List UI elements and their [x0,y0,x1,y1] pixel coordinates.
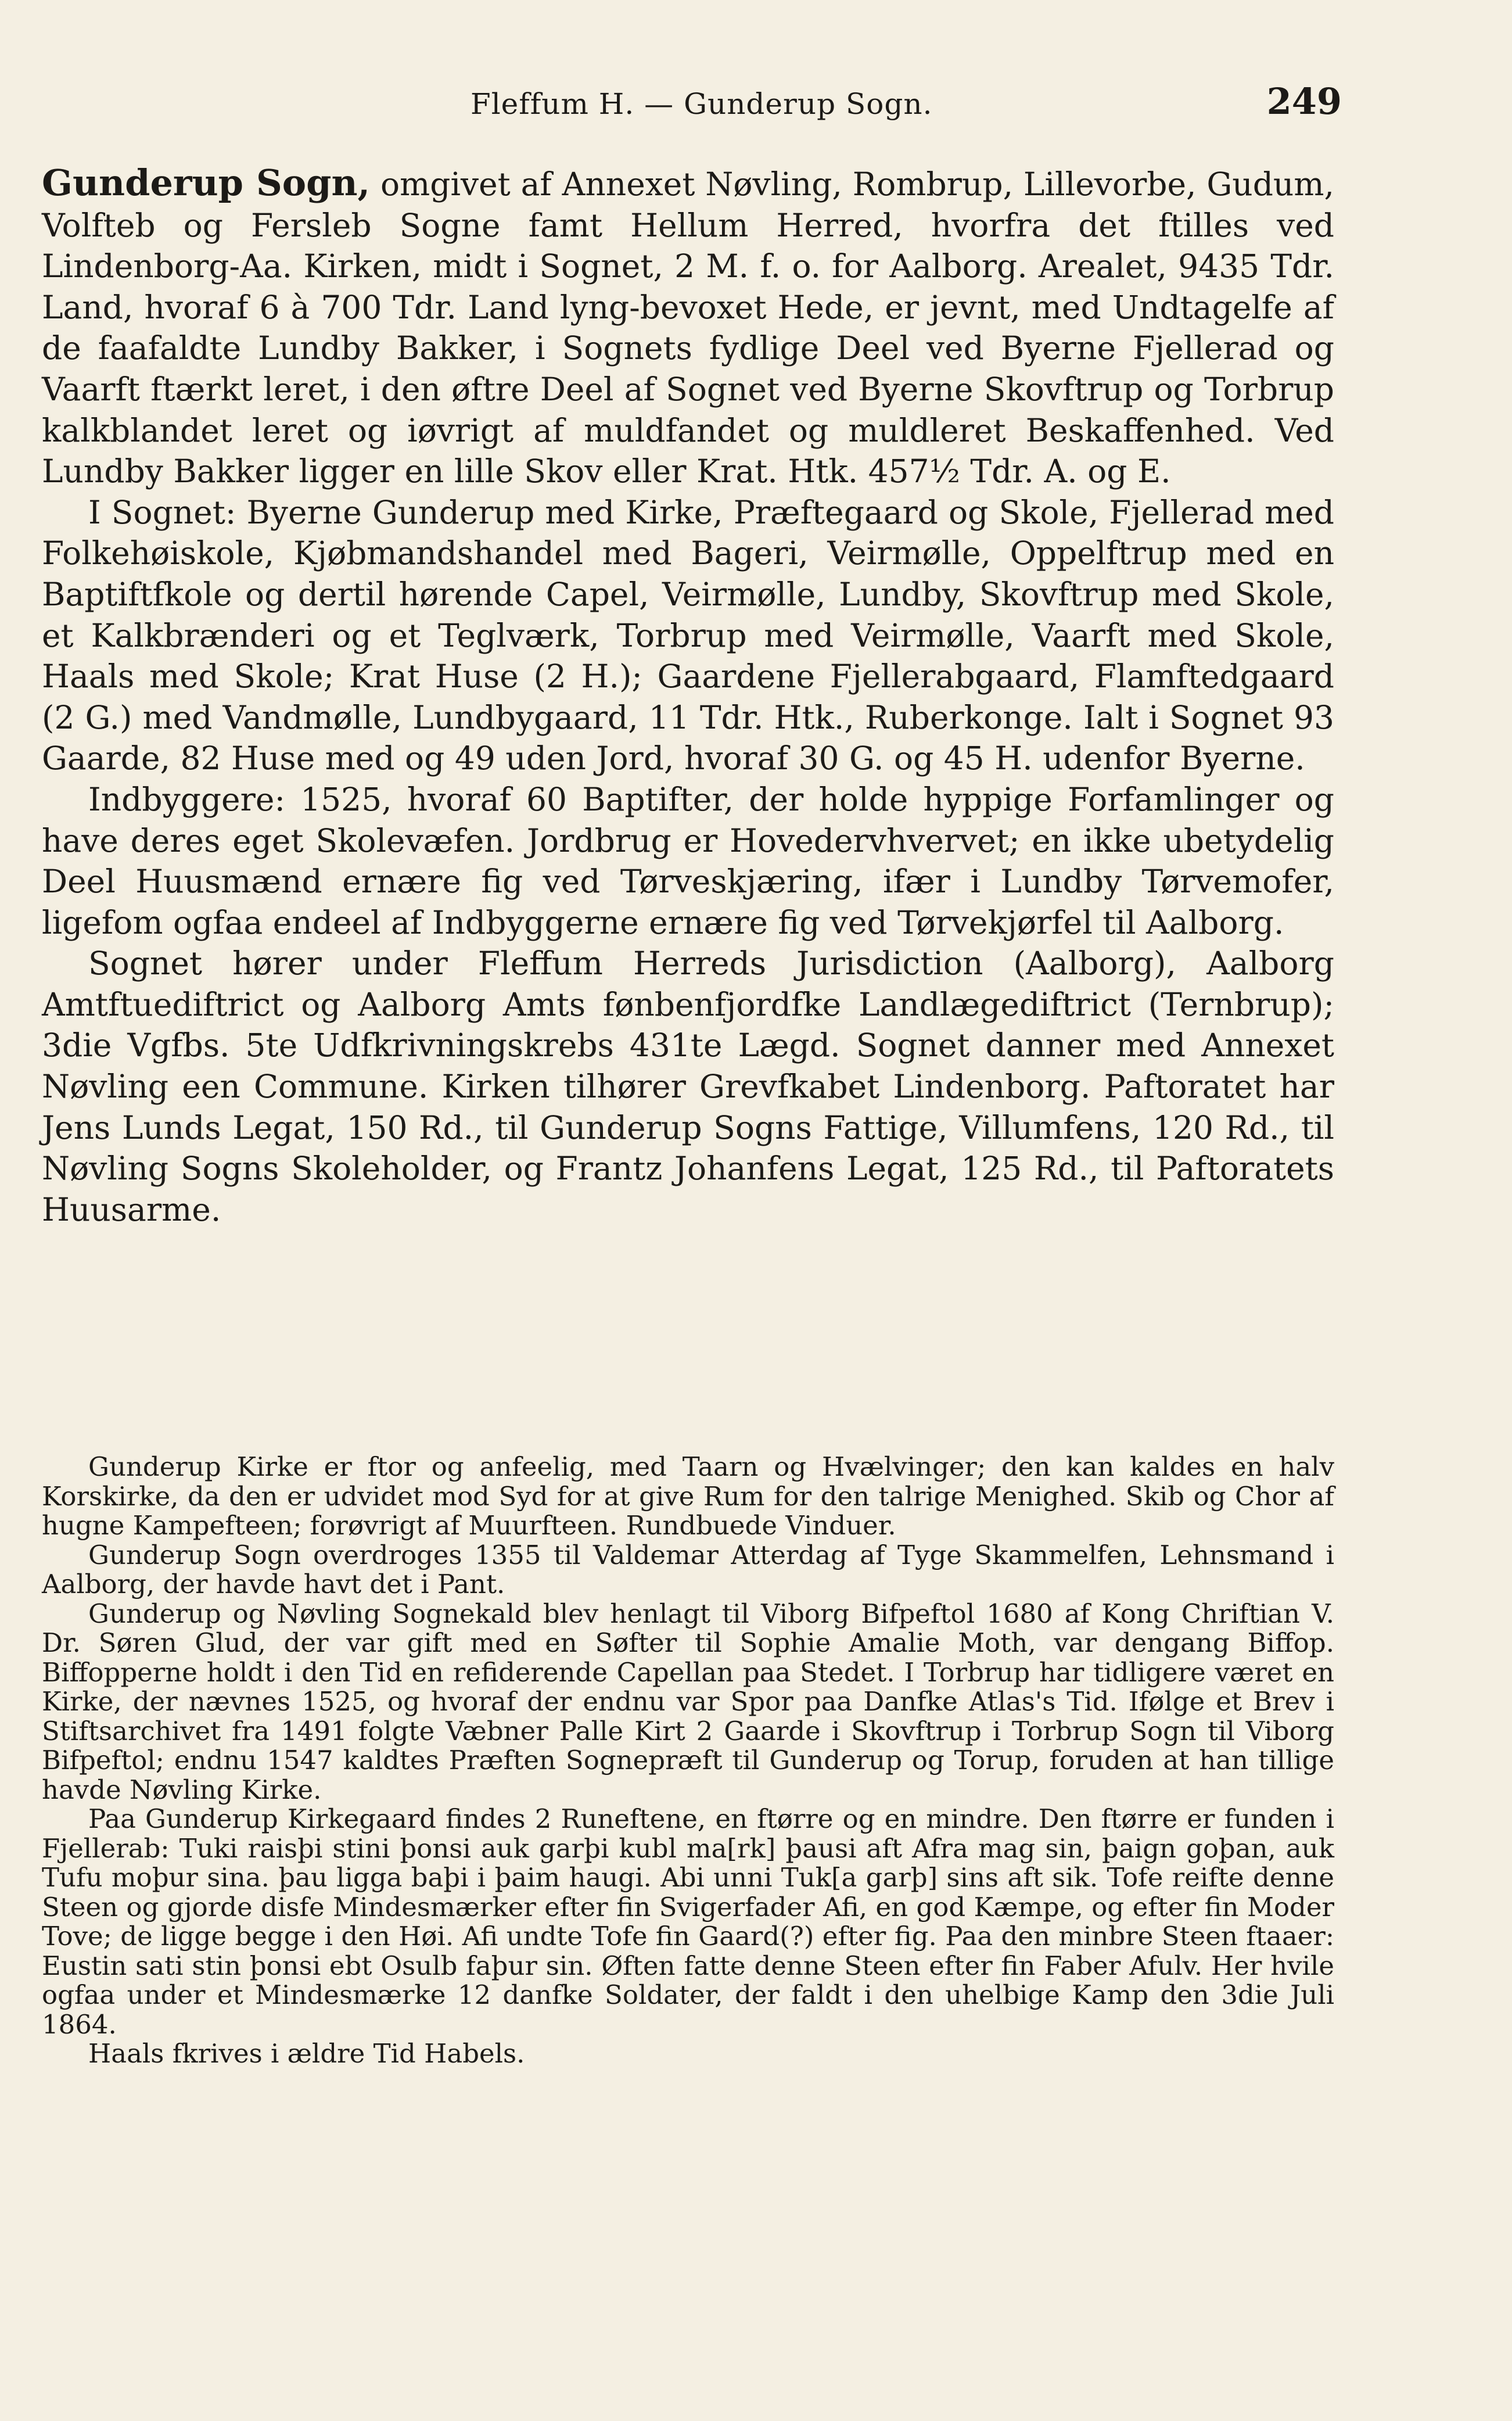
body-paragraph [42,779,1334,943]
body-paragraph [42,492,1334,779]
page-header [64,80,1342,123]
body-paragraph [42,163,1334,492]
note-paragraph: Paa Gunderup Kirkegaard findes 2 Runeftene, en ftørre og en mindre. Den ftørre er funden i Fjellerab: Tuki raisþi stini þonsi auk garþi kubl ma[rk] þausi aft Afra mag sin, þaign goþan, auk Tufu moþur sina. þau ligga baþi i þaim haugi. Abi unni Tuk[a garþ] sins aft sik. Tofe reifte denne Steen og gjorde disfe Mindesmærker efter fin Svigerfader Afi, en god Kæmpe, og efter fin Moder Tove; de ligge begge i den Høi. Afi undte Tofe fin Gaard(?) efter fig. Paa den minbre Steen ftaaer: Eustin sati stin þonsi ebt Osulb faþur sin. Øften fatte denne Steen efter fin Faber Afulv. Her hvile ogfaa under et Mindesmærke 12 danfke Soldater, der faldt i den uhelbige Kamp den 3die Juli 1864. [42,1803,1334,2040]
paragraph-text: Sognet hører under Fleffum Herreds Jurisdiction (Aalborg), Aalborg Amtftuediftrict og Aalborg Amts fønbenfjordfke Landlægediftrict (Ternbrup); 3die Vgfbs. 5te Udfkrivningskrebs 431te Lægd. Sognet danner med Annexet Nøvling een Commune. Kirken tilhører Grevfkabet Lindenborg. Paftoratet har Jens Lunds Legat, 150 Rd., til Gunderup Sogns Fattige, Villumfens, 120 Rd., til Nøvling Sogns Skoleholder, og Frantz Johanfens Legat, 125 Rd., til Paftoratets Huusarme. [42,945,1334,1228]
notes-section [42,1452,1334,2069]
parish-title: Gunderup Sogn, [42,162,371,204]
page-number: 249 [1266,80,1342,123]
paragraph-text: Indbyggere: 1525, hvoraf 60 Baptifter, der holde hyppige Forfamlinger og have deres eget Skolevæfen. Jordbrug er Hovedervhvervet; en ikke ubetydelig Deel Huusmænd ernære fig ved Tørveskjæring, ifær i Lundby Tørvemofer, ligefom ogfaa endeel af Indbyggerne ernære fig ved Tørvekjørfel til Aalborg. [42,780,1334,941]
running-head: Fleffum H. — Gunderup Sogn. [471,87,933,121]
main-text [42,163,1334,1230]
paragraph-text: omgivet af Annexet Nøvling, Rombrup, Lillevorbe, Gudum, Volfteb og Fersleb Sogne famt Hellum Herred, hvorfra det ftilles ved Lindenborg-Aa. Kirken, midt i Sognet, 2 M. f. o. for Aalborg. Arealet, 9435 Tdr. Land, hvoraf 6 à 700 Tdr. Land lyng-bevoxet Hede, er jevnt, med Undtagelfe af de faafaldte Lundby Bakker, i Sognets fydlige Deel ved Byerne Fjellerad og Vaarft ftærkt leret, i den øftre Deel af Sognet ved Byerne Skovftrup og Torbrup kalkblandet leret og iøvrigt af muldfandet og muldleret Beskaffenhed. Ved Lundby Bakker ligger en lille Skov eller Krat. Htk. 457½ Tdr. A. og E. [42,166,1334,490]
note-paragraph: Gunderup Kirke er ftor og anfeelig, med Taarn og Hvælvinger; den kan kaldes en halv Korskirke, da den er udvidet mod Syd for at give Rum for den talrige Menighed. Skib og Chor af hugne Kampefteen; forøvrigt af Muurfteen. Rundbuede Vinduer. [42,1451,1334,1541]
note-paragraph: Gunderup og Nøvling Sognekald blev henlagt til Viborg Bifpeftol 1680 af Kong Chriftian V. Dr. Søren Glud, der var gift med en Søfter til Sophie Amalie Moth, var dengang Biffop. Biffopperne holdt i den Tid en refiderende Capellan paa Stedet. I Torbrup har tidligere været en Kirke, der nævnes 1525, og hvoraf der endnu var Spor paa Danfke Atlas's Tid. Ifølge et Brev i Stiftsarchivet fra 1491 folgte Væbner Palle Kirt 2 Gaarde i Skovftrup i Torbrup Sogn til Viborg Bifpeftol; endnu 1547 kaldtes Præften Sognepræft til Gunderup og Torup, foruden at han tillige havde Nøvling Kirke. [42,1598,1334,1805]
note-paragraph: Gunderup Sogn overdroges 1355 til Valdemar Atterdag af Tyge Skammelfen, Lehnsmand i Aalborg, der havde havt det i Pant. [42,1539,1334,1599]
body-paragraph [42,943,1334,1230]
note-paragraph: Haals fkrives i ældre Tid Habels. [88,2038,525,2069]
paragraph-text: I Sognet: Byerne Gunderup med Kirke, Præftegaard og Skole, Fjellerad med Folkehøiskole, Kjøbmandshandel med Bageri, Veirmølle, Oppelftrup med en Baptiftfkole og dertil hørende Capel, Veirmølle, Lundby, Skovftrup med Skole, et Kalkbrænderi og et Teglværk, Torbrup med Veirmølle, Vaarft med Skole, Haals med Skole; Krat Huse (2 H.); Gaardene Fjellerabgaard, Flamftedgaard (2 G.) med Vandmølle, Lundbygaard, 11 Tdr. Htk., Ruberkonge. Ialt i Sognet 93 Gaarde, 82 Huse med og 49 uden Jord, hvoraf 30 G. og 45 H. udenfor Byerne. [42,493,1334,777]
